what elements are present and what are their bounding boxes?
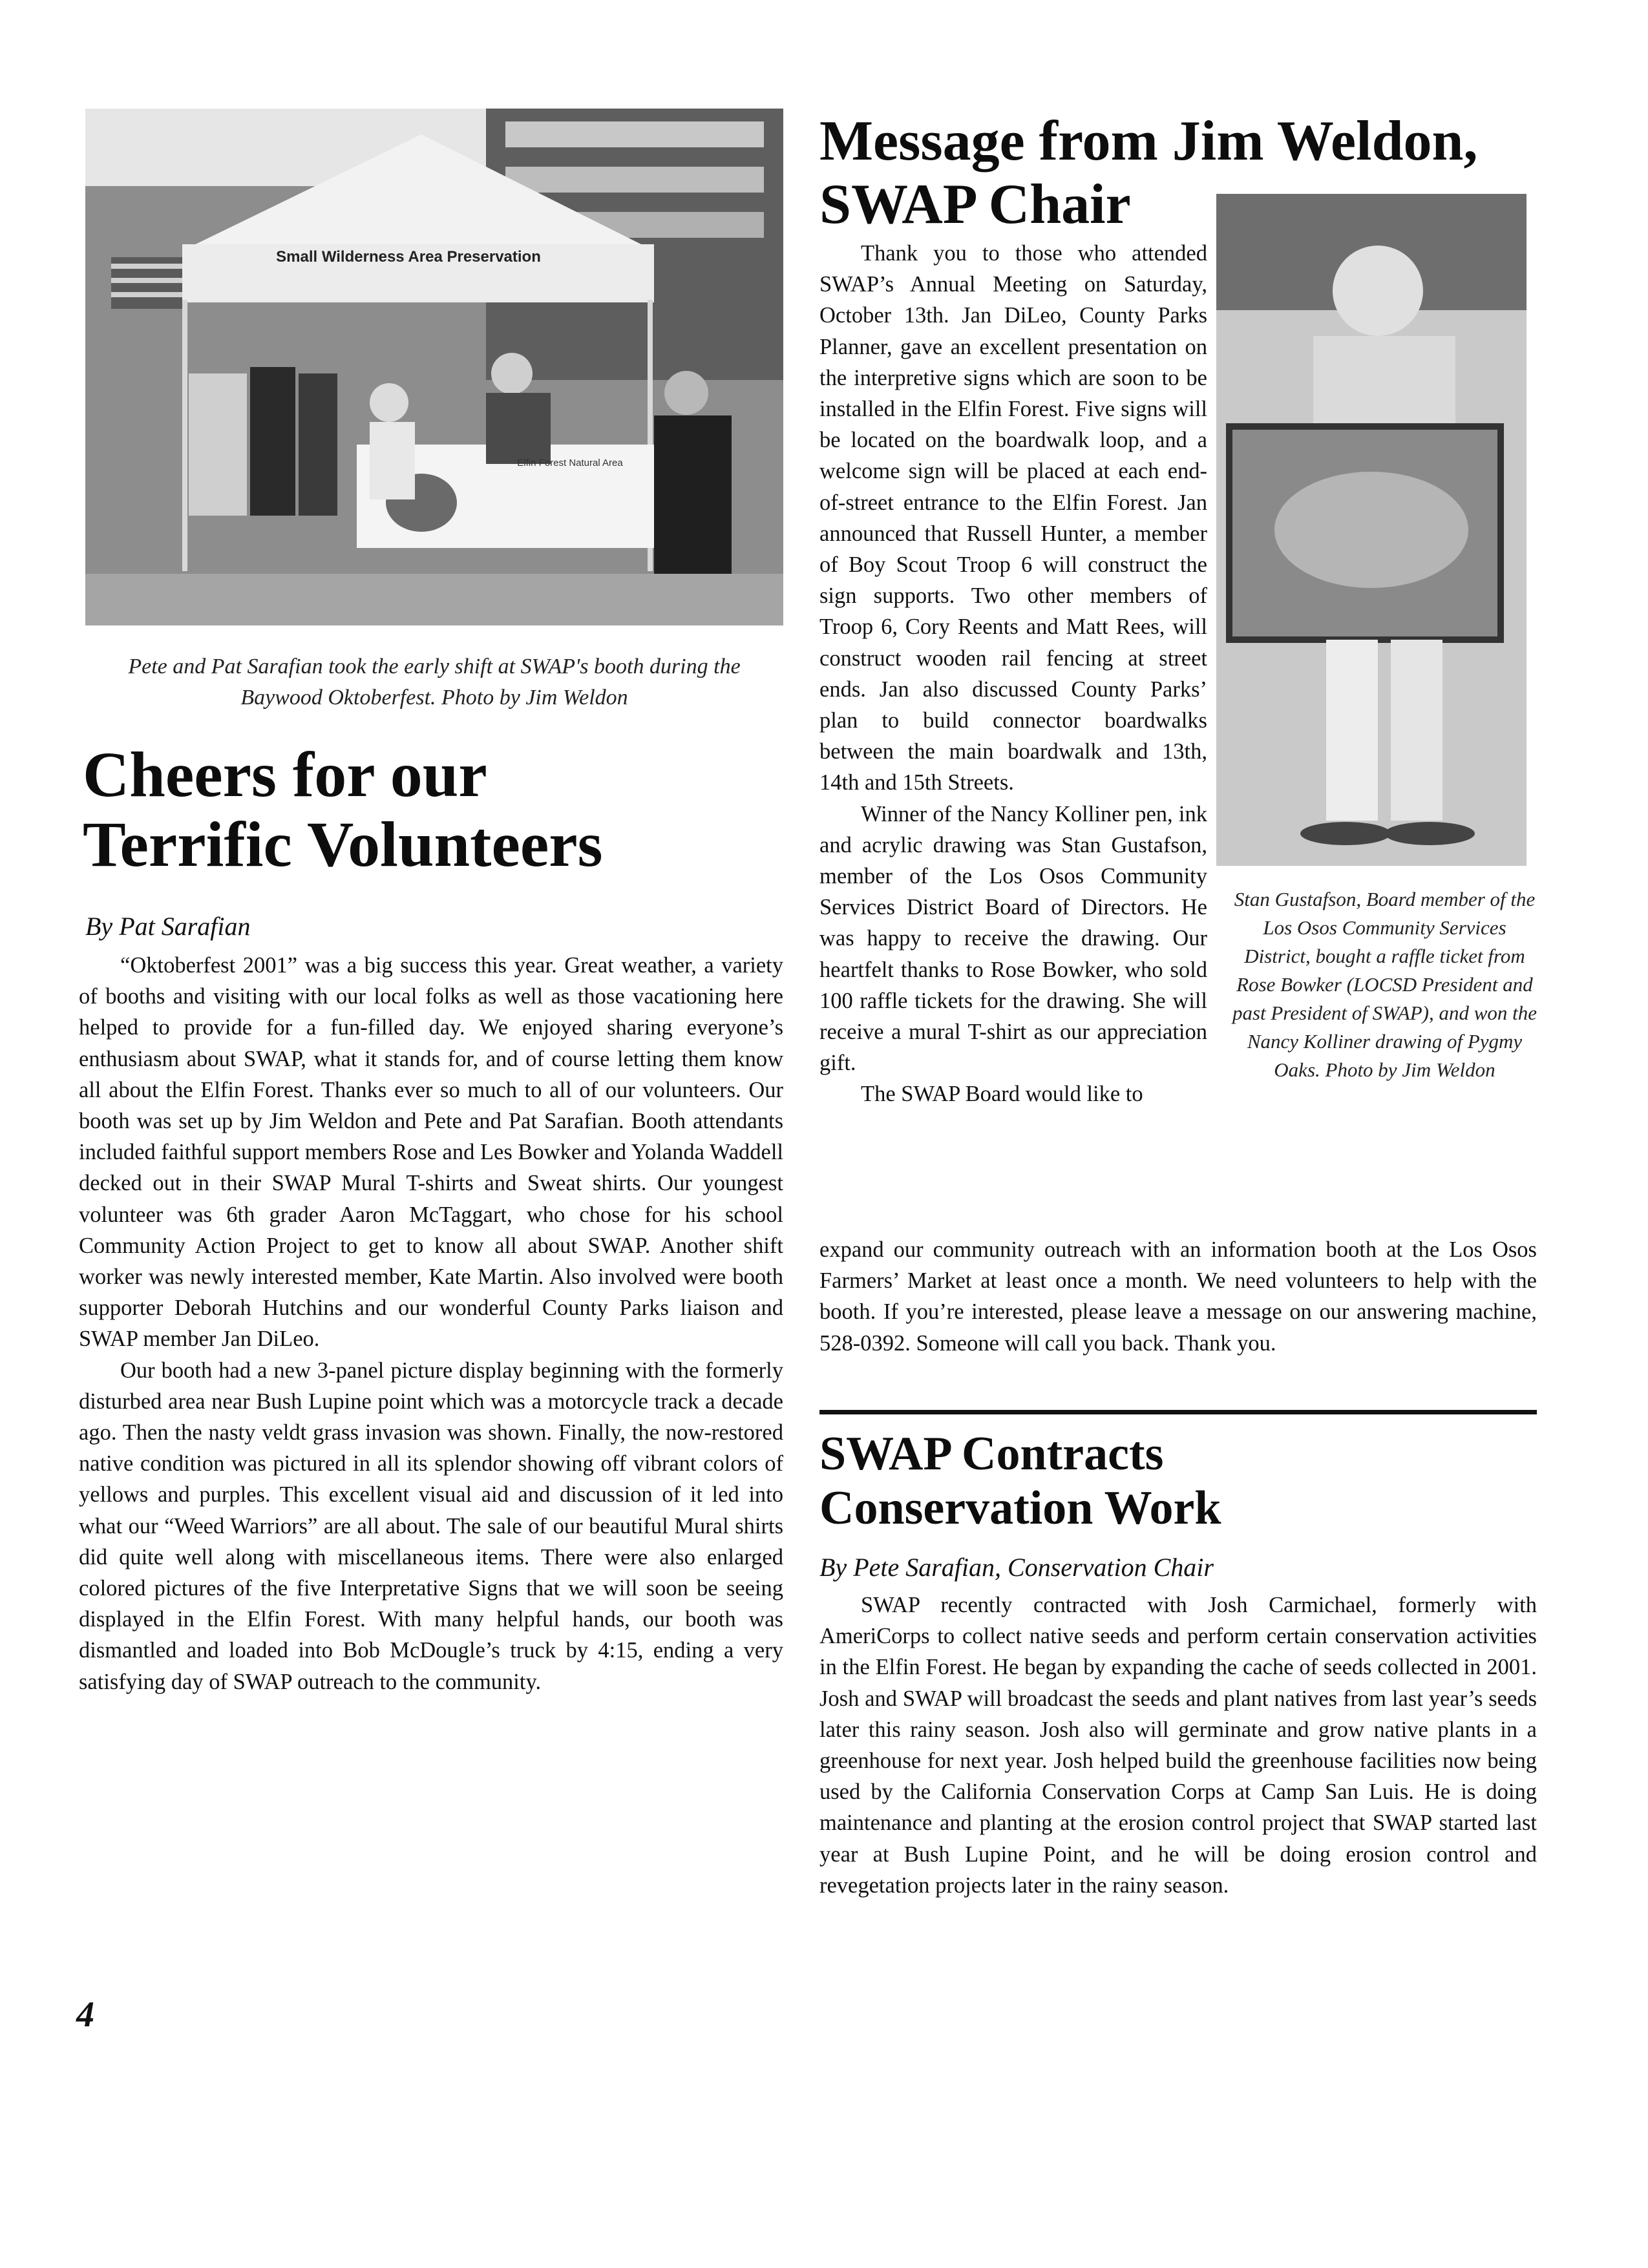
booth-photo <box>85 109 783 625</box>
message-paragraph-3-continued <box>819 1234 1537 1359</box>
contracts-headline-line2: Conservation Work <box>819 1482 1221 1535</box>
portrait-photo-caption: Stan Gustafson, Board member of the Los Osos Community Services District, bought a raffle ticket from Rose Bowker (LOCSD President and past President of SWAP), and won the Nancy Kolliner drawing of Pygmy Oaks. Photo by Jim Weldon <box>1232 888 1537 1081</box>
cheers-headline-line2: Terrific Volunteers <box>83 808 603 880</box>
booth-banner: Small Wilderness Area Preservation <box>276 248 541 266</box>
contracts-headline <box>819 1427 1537 1535</box>
cheers-paragraph: Our booth had a new 3-panel picture display beginning with the formerly disturbed area near Bush Lupine point which was a motorcycle track a decade ago. Then the nasty veldt grass invasion was shown. Finally, the now-restored native condition was pictured in all its splendor showing off vibrant colors of yellows and purples. This excellent visual aid and discussion of it led into what our “Weed Warriors” are all about. The sale of our beautiful Mural shirts did quite well along with miscellaneous items. There were also enlarged colored pictures of the five Interpretative Signs that we will soon be seeing displayed in the Elfin Forest. With many helpful hands, our booth was dismantled and loaded into Bob McDougle’s truck by 4:15, ending a very satisfying day of SWAP outreach to the community. <box>79 1358 783 1694</box>
portrait-photo-icon <box>1216 194 1527 866</box>
contracts-paragraph: SWAP recently contracted with Josh Carmichael, formerly with AmeriCorps to collect native seeds and perform certain conservation activities in the Elfin Forest. He began by expanding the cache of seeds collected in 2001. Josh and SWAP will broadcast the seeds and plant natives from last year’s seeds later this rainy season. Josh also will germinate and grow native plants in a greenhouse for next year. Josh helped build the greenhouse facilities now being used by the California Conservation Corps at Camp San Luis. He is doing maintenance and planting at the erosion control project that SWAP started last year at Bush Lupine Point, and he will be doing erosion control and revegetation projects later in the rainy season. <box>819 1593 1537 1898</box>
cheers-headline-line1: Cheers for our <box>83 739 487 810</box>
cheers-byline: By Pat Sarafian <box>85 912 251 941</box>
message-paragraph-3-rest: expand our community outreach with an information booth at the Los Osos Farmers’ Market at least once a month. We need volunteers to help with the booth. If you’re interested, please leave a message on our answering machine, 528-0392. Someone will call you back. Thank you. <box>819 1237 1537 1356</box>
message-headline-line2: SWAP Chair <box>819 173 1131 236</box>
message-paragraph-3-start: The SWAP Board would like to <box>861 1082 1143 1107</box>
message-headline-line1: Message from Jim Weldon, <box>819 110 1478 173</box>
message-paragraph-1: Thank you to those who attended SWAP’s Annual Meeting on Saturday, October 13th. Jan DiLeo, County Parks Planner, gave an excellent presentation on the interpretive signs which are soon to be installed in the Elfin Forest. Five signs will be located on the boardwalk loop, and a welcome sign will be placed at each end-of-street entrance to the Elfin Forest. Jan announced that Russell Hunter, a member of Boy Scout Troop 6 will construct the sign supports. Two other members of Troop 6, Cory Reents and Matt Rees, will construct wooden rail fencing at street ends. Jan also discussed County Parks’ plan to build connector boardwalks between the main boardwalk and 13th, 14th and 15th Streets. <box>819 241 1207 795</box>
contracts-byline: By Pete Sarafian, Conservation Chair <box>819 1553 1214 1582</box>
booth-photo-caption: Pete and Pat Sarafian took the early shift at SWAP's booth during the Baywood Oktoberfest. Photo by Jim Weldon <box>128 655 741 709</box>
cheers-paragraph: “Oktoberfest 2001” was a big success this year. Great weather, a variety of booths and visiting with our local folks as well as those vacationing here helped to provide for a fun-filled day. We enjoyed sharing everyone’s enthusiasm about SWAP, what it stands for, and of course letting them know all about the Elfin Forest. Thanks ever so much to all of our volunteers. Our booth was set up by Jim Weldon and Pete and Pat Sarafian. Booth attendants included faithful support members Rose and Les Bowker and Yolanda Waddell decked out in their SWAP Mural T-shirts and Sweat shirts. Our youngest volunteer was 6th grader Aaron McTaggart, who chose for his school Community Action Project to get to know all about SWAP. Another shift worker was newly interested member, Kate Martin. Also involved were booth supporter Deborah Hutchins and our wonderful County Parks liaison and SWAP member Jan DiLeo. <box>79 953 783 1352</box>
contracts-body <box>819 1590 1537 1901</box>
cheers-headline <box>83 740 794 879</box>
booth-sign: Elfin Forest Natural Area <box>517 457 623 468</box>
message-body <box>819 238 1207 1110</box>
page-number: 4 <box>76 1995 94 2035</box>
section-divider <box>819 1410 1537 1414</box>
cheers-body <box>79 950 783 1697</box>
message-paragraph-2: Winner of the Nancy Kolliner pen, ink and acrylic drawing was Stan Gustafson, member of the Los Osos Community Services District Board of Directors. He was happy to receive the drawing. Our heartfelt thanks to Rose Bowker, who sold 100 raffle tickets for the drawing. She will receive a mural T-shirt as our appreciation gift. <box>819 801 1207 1076</box>
portrait-photo <box>1216 194 1527 866</box>
contracts-headline-line1: SWAP Contracts <box>819 1427 1164 1480</box>
booth-photo-icon <box>85 109 783 625</box>
